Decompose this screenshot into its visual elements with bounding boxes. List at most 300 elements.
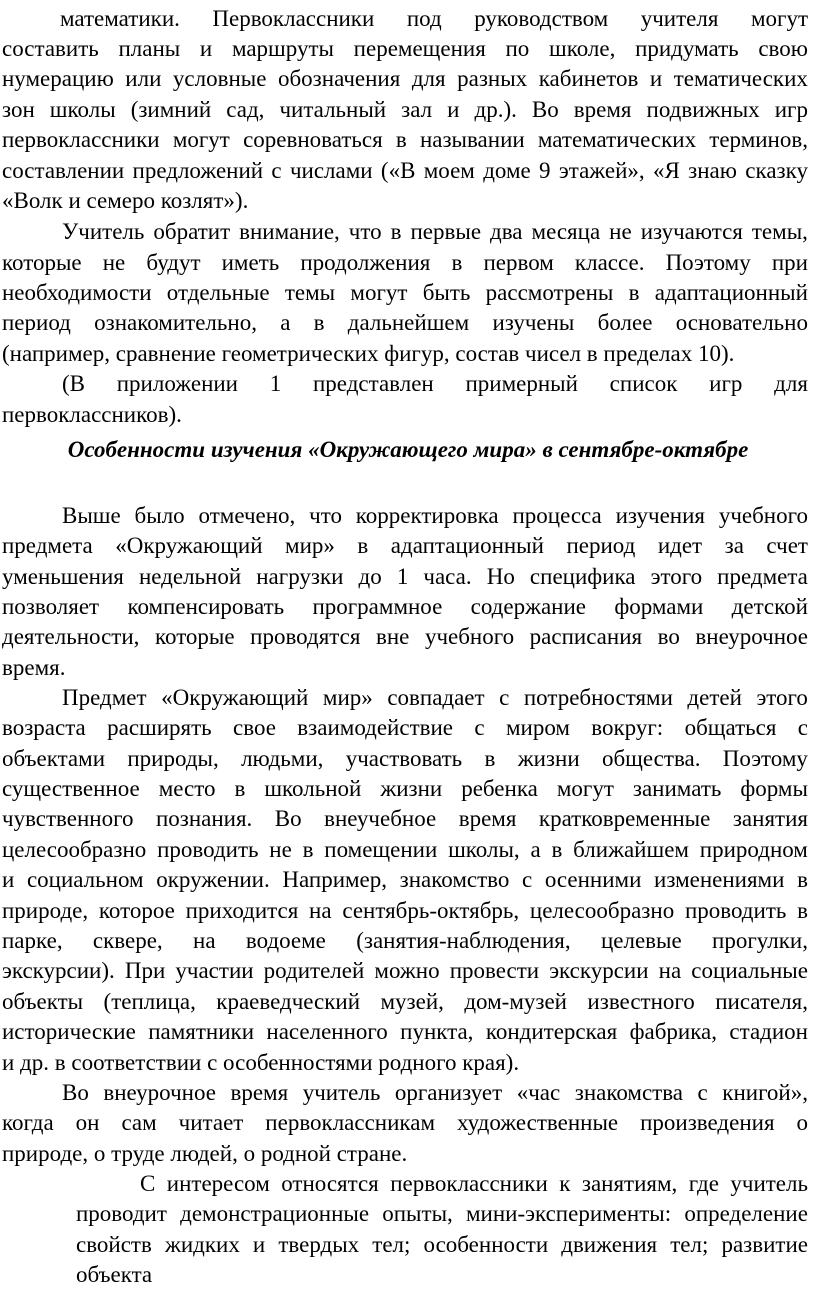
word: миром bbox=[505, 715, 570, 740]
word: предмета bbox=[2, 533, 93, 558]
word: Поэтому bbox=[665, 250, 751, 275]
word: этажей», bbox=[558, 158, 645, 183]
word: «Окружающий bbox=[115, 533, 263, 558]
word: знакомства bbox=[574, 1080, 683, 1105]
word: известного bbox=[587, 989, 695, 1014]
word: писателя, bbox=[715, 989, 808, 1014]
word: «Я bbox=[652, 158, 680, 183]
word: он bbox=[75, 1110, 100, 1135]
word: могут bbox=[172, 127, 230, 152]
word: которые bbox=[154, 624, 235, 649]
word: др.). bbox=[474, 97, 517, 122]
text-line bbox=[60, 3, 808, 34]
word: школе, bbox=[549, 36, 616, 61]
word: не bbox=[609, 219, 632, 244]
word: время bbox=[573, 97, 632, 122]
word: месяца bbox=[531, 219, 601, 244]
word: процесса bbox=[512, 503, 602, 528]
word: исторические bbox=[2, 1019, 136, 1044]
word: твердых bbox=[278, 1232, 360, 1257]
word: читальный bbox=[279, 97, 387, 122]
word: в bbox=[797, 867, 808, 892]
word: и bbox=[199, 36, 213, 61]
text-line bbox=[2, 338, 734, 369]
word: учебного bbox=[718, 503, 808, 528]
word: 9 bbox=[539, 158, 551, 183]
word: чувственного bbox=[2, 806, 134, 831]
line-text: (например, сравнение геометрических фигур, состав чисел в пределах 10). bbox=[2, 341, 735, 366]
word: рассмотрены bbox=[485, 280, 614, 305]
word: Выше bbox=[62, 503, 121, 528]
word: в bbox=[357, 533, 369, 558]
word: совпадает bbox=[387, 685, 485, 710]
text-line bbox=[2, 247, 808, 278]
text-line bbox=[2, 185, 248, 216]
word: тематических bbox=[673, 66, 808, 91]
word: Во bbox=[274, 806, 302, 831]
word: целевые bbox=[600, 928, 682, 953]
word: с bbox=[521, 867, 533, 892]
text-line bbox=[62, 216, 808, 247]
word: более bbox=[597, 310, 653, 335]
word: (теплица, bbox=[103, 989, 196, 1014]
word: математических bbox=[537, 127, 697, 152]
word: кратковременные bbox=[538, 806, 711, 831]
text-line bbox=[2, 1016, 808, 1047]
word: ознакомительно, bbox=[94, 310, 257, 335]
text-line bbox=[2, 773, 808, 804]
word: занимать bbox=[632, 776, 722, 801]
text-line bbox=[140, 1168, 808, 1199]
word: Но bbox=[486, 564, 515, 589]
word: с bbox=[697, 1080, 708, 1105]
word: родителей bbox=[263, 958, 365, 983]
word: уменьшения bbox=[2, 564, 124, 589]
word: музей, bbox=[380, 989, 444, 1014]
word: школы bbox=[49, 97, 116, 122]
word: отмечено, bbox=[198, 503, 296, 528]
word: иметь bbox=[221, 250, 280, 275]
word: сам bbox=[121, 1110, 157, 1135]
word: вне bbox=[375, 624, 410, 649]
word: художественные bbox=[456, 1110, 619, 1135]
word: первом bbox=[483, 250, 554, 275]
word: в bbox=[390, 219, 402, 244]
word: знаю bbox=[688, 158, 737, 183]
word: помещении bbox=[324, 837, 438, 862]
word: целесообразно bbox=[529, 898, 675, 923]
word: 1 bbox=[269, 371, 282, 396]
word: окружении. bbox=[156, 867, 270, 892]
line-text: время. bbox=[2, 655, 66, 680]
word: фабрика, bbox=[629, 1019, 718, 1044]
text-line bbox=[2, 124, 808, 155]
word: период bbox=[2, 310, 71, 335]
word: время bbox=[458, 806, 517, 831]
word: список bbox=[609, 371, 678, 396]
word: подвижных bbox=[646, 97, 760, 122]
text-line bbox=[2, 1138, 407, 1169]
word: мини-эксперименты: bbox=[465, 1201, 672, 1226]
word: за bbox=[724, 533, 744, 558]
word: учебного bbox=[424, 624, 515, 649]
word: демонстрационные bbox=[180, 1201, 370, 1226]
word: а bbox=[530, 837, 541, 862]
line-text: и др. в соответствии с особенностями родного края). bbox=[2, 1050, 520, 1075]
word: мир» bbox=[285, 533, 335, 558]
word: целесообразно bbox=[2, 837, 147, 862]
word: внеучебное bbox=[324, 806, 437, 831]
text-line bbox=[62, 1077, 808, 1108]
word: во bbox=[657, 624, 680, 649]
word: произведения bbox=[640, 1110, 775, 1135]
word: в bbox=[484, 746, 496, 771]
word: кабинетов bbox=[538, 66, 639, 91]
word: деятельности, bbox=[2, 624, 140, 649]
text-line bbox=[2, 561, 808, 592]
word: движения bbox=[561, 1232, 658, 1257]
word: свое bbox=[233, 715, 276, 740]
word: Например, bbox=[282, 867, 388, 892]
word: в bbox=[313, 310, 325, 335]
word: участвовать bbox=[345, 746, 463, 771]
word: в bbox=[451, 250, 463, 275]
word: приложении bbox=[116, 371, 238, 396]
word: предмета bbox=[717, 564, 808, 589]
word: мир» bbox=[322, 685, 373, 710]
word: до bbox=[358, 564, 382, 589]
text-line bbox=[2, 895, 808, 926]
word: терминов, bbox=[709, 127, 808, 152]
word: в bbox=[551, 837, 563, 862]
text-line bbox=[2, 155, 808, 186]
text-line bbox=[2, 986, 808, 1017]
word: ближайшем bbox=[573, 837, 689, 862]
word: не bbox=[102, 250, 126, 275]
word: («В bbox=[380, 158, 416, 183]
word: руководством bbox=[474, 6, 609, 31]
text-line bbox=[2, 530, 808, 561]
word: с bbox=[271, 158, 282, 183]
word: сказку bbox=[745, 158, 808, 183]
word: с bbox=[474, 715, 485, 740]
word: для bbox=[411, 66, 446, 91]
word: могут bbox=[350, 280, 408, 305]
word: объекты bbox=[2, 989, 84, 1014]
word: специфика bbox=[529, 564, 636, 589]
word: учителя bbox=[640, 6, 719, 31]
word: (занятия-наблюдения, bbox=[356, 928, 571, 953]
word: адаптационный bbox=[654, 280, 808, 305]
word: относятся bbox=[281, 1171, 379, 1196]
word: математики. bbox=[60, 6, 180, 31]
text-line bbox=[2, 1107, 808, 1138]
word: быть bbox=[422, 280, 471, 305]
text-line bbox=[2, 712, 808, 743]
word: внеурочное bbox=[695, 624, 808, 649]
word: нагрузки bbox=[256, 564, 344, 589]
text-line bbox=[2, 925, 808, 956]
word: опыты, bbox=[382, 1201, 453, 1226]
word: первые bbox=[410, 219, 482, 244]
word: знакомство bbox=[399, 867, 510, 892]
word: Во bbox=[62, 1080, 89, 1105]
word: на bbox=[309, 898, 332, 923]
word: разных bbox=[457, 66, 528, 91]
word: жизни bbox=[517, 746, 580, 771]
word: два bbox=[490, 219, 523, 244]
word: перемещения bbox=[353, 36, 486, 61]
word: и bbox=[649, 66, 663, 91]
word: ребенка bbox=[461, 776, 538, 801]
word: жизни bbox=[380, 776, 443, 801]
word: экскурсии bbox=[549, 958, 649, 983]
word: придумать bbox=[635, 36, 739, 61]
word: составлении bbox=[2, 158, 125, 183]
word: формы bbox=[740, 776, 808, 801]
word: зал bbox=[401, 97, 433, 122]
word: определение bbox=[684, 1201, 808, 1226]
word: социальном bbox=[26, 867, 144, 892]
word: необходимости bbox=[2, 280, 152, 305]
word: зон bbox=[2, 97, 35, 122]
word: о bbox=[796, 1110, 808, 1135]
word: формами bbox=[614, 594, 704, 619]
word: примерный bbox=[465, 371, 578, 396]
word: водоеме bbox=[245, 928, 326, 953]
word: свойств bbox=[76, 1232, 152, 1257]
word: занятия bbox=[732, 806, 808, 831]
text-line bbox=[62, 500, 808, 531]
word: могут bbox=[750, 6, 808, 31]
text-line bbox=[2, 33, 808, 64]
word: развитие bbox=[721, 1232, 808, 1257]
text-line bbox=[2, 63, 808, 94]
word: провести bbox=[449, 958, 540, 983]
word: тел; bbox=[670, 1232, 709, 1257]
word: место bbox=[158, 776, 216, 801]
word: стадион bbox=[729, 1019, 808, 1044]
word: приходится bbox=[185, 898, 299, 923]
word: отдельные bbox=[166, 280, 270, 305]
word: свою bbox=[758, 36, 808, 61]
word: этого bbox=[650, 564, 703, 589]
line-text: объекта bbox=[76, 1262, 153, 1287]
word: Предмет bbox=[62, 685, 147, 710]
word: «час bbox=[516, 1080, 561, 1105]
word: в bbox=[395, 127, 407, 152]
word: дальнейшем bbox=[347, 310, 470, 335]
word: общества. bbox=[601, 746, 701, 771]
word: игр bbox=[709, 371, 743, 396]
word: прогулки, bbox=[712, 928, 808, 953]
text-line bbox=[2, 94, 808, 125]
word: где bbox=[688, 1171, 719, 1196]
word: компенсировать bbox=[127, 594, 285, 619]
word: проводить bbox=[157, 837, 259, 862]
word: расписания bbox=[529, 624, 643, 649]
word: детей bbox=[687, 685, 742, 710]
word: изучены bbox=[492, 310, 575, 335]
line-text: первоклассников). bbox=[2, 402, 182, 427]
word: под bbox=[406, 6, 442, 31]
text-line bbox=[2, 743, 808, 774]
word: при bbox=[771, 250, 808, 275]
word: детской bbox=[731, 594, 808, 619]
word: с bbox=[797, 715, 808, 740]
word: соревноваться bbox=[243, 127, 383, 152]
text-line bbox=[2, 1047, 519, 1078]
word: сад, bbox=[226, 97, 265, 122]
word: адаптационный bbox=[390, 533, 544, 558]
word: Первоклассники bbox=[212, 6, 375, 31]
word: учитель bbox=[730, 1171, 808, 1196]
word: кондитерская bbox=[485, 1019, 618, 1044]
word: темы, bbox=[751, 219, 808, 244]
word: по bbox=[505, 36, 530, 61]
word: природы, bbox=[127, 746, 219, 771]
word: внеурочное bbox=[103, 1080, 216, 1105]
word: (В bbox=[62, 371, 85, 396]
word: экскурсии). bbox=[2, 958, 115, 983]
word: продолжения bbox=[300, 250, 431, 275]
word: содержание bbox=[470, 594, 586, 619]
word: учитель bbox=[302, 1080, 381, 1105]
word: организует bbox=[394, 1080, 503, 1105]
word: и bbox=[447, 97, 460, 122]
word: когда bbox=[2, 1110, 54, 1135]
word: представлен bbox=[313, 371, 434, 396]
word: пункта, bbox=[400, 1019, 474, 1044]
word: проводятся bbox=[250, 624, 361, 649]
word: классе. bbox=[574, 250, 645, 275]
word: изменениями bbox=[654, 867, 785, 892]
word: назывании bbox=[419, 127, 525, 152]
word: числами bbox=[289, 158, 373, 183]
word: вокруг: bbox=[591, 715, 664, 740]
text-line bbox=[2, 621, 808, 652]
word: жидких bbox=[164, 1232, 240, 1257]
word: населенного bbox=[266, 1019, 388, 1044]
word: школы, bbox=[448, 837, 520, 862]
word: и bbox=[252, 1232, 266, 1257]
text-line bbox=[2, 652, 65, 683]
text-line bbox=[2, 864, 808, 895]
word: природном bbox=[699, 837, 808, 862]
word: в bbox=[628, 280, 640, 305]
word: парке, bbox=[2, 928, 63, 953]
word: этого bbox=[756, 685, 808, 710]
word: условные bbox=[172, 66, 267, 91]
word: дом-музей bbox=[464, 989, 567, 1014]
word: краеведческий bbox=[216, 989, 361, 1014]
word: взаимодействие bbox=[297, 715, 454, 740]
word: счет bbox=[766, 533, 808, 558]
word: что bbox=[348, 219, 382, 244]
word: можно bbox=[374, 958, 440, 983]
word: потребностями bbox=[523, 685, 673, 710]
word: «Окружающий bbox=[161, 685, 309, 710]
section-heading: Особенности изучения «Окружающего мира» в сентябре-октябре bbox=[67, 437, 749, 462]
word: При bbox=[124, 958, 166, 983]
word: с bbox=[499, 685, 510, 710]
text-line bbox=[62, 368, 808, 399]
word: к bbox=[559, 1171, 571, 1196]
word: на bbox=[193, 928, 216, 953]
text-line bbox=[2, 399, 182, 430]
word: период bbox=[566, 533, 636, 558]
word: могут bbox=[556, 776, 614, 801]
word: занятиям, bbox=[581, 1171, 678, 1196]
text-line bbox=[62, 682, 808, 713]
word: возраста bbox=[2, 715, 86, 740]
text-line bbox=[76, 1229, 808, 1260]
word: общаться bbox=[684, 715, 777, 740]
word: часа. bbox=[423, 564, 472, 589]
word: доме bbox=[483, 158, 531, 183]
text-line bbox=[2, 307, 808, 338]
word: интересом bbox=[166, 1171, 270, 1196]
word: первоклассникам bbox=[265, 1110, 436, 1135]
word: для bbox=[774, 371, 808, 396]
word: нумерацию bbox=[2, 66, 114, 91]
word: осенними bbox=[544, 867, 642, 892]
word: тел; bbox=[372, 1232, 411, 1257]
word: моем bbox=[423, 158, 475, 183]
word: позволяет bbox=[2, 594, 100, 619]
word: а bbox=[280, 310, 291, 335]
word: проводить bbox=[684, 898, 787, 923]
word: недельной bbox=[138, 564, 242, 589]
word: сентябрь-октябрь, bbox=[342, 898, 520, 923]
word: (зимний bbox=[130, 97, 212, 122]
text-line bbox=[2, 834, 808, 865]
word: маршруты bbox=[231, 36, 334, 61]
word: особенности bbox=[423, 1232, 549, 1257]
word: С bbox=[140, 1171, 156, 1196]
word: обратит bbox=[153, 219, 231, 244]
line-text: «Волк и семеро козлят»). bbox=[2, 188, 249, 213]
text-line bbox=[76, 1259, 152, 1290]
word: участии bbox=[175, 958, 254, 983]
word: памятники bbox=[148, 1019, 255, 1044]
text-line bbox=[76, 1198, 808, 1229]
word: на bbox=[658, 958, 682, 983]
word: время bbox=[230, 1080, 289, 1105]
word: будут bbox=[146, 250, 201, 275]
word: Во bbox=[531, 97, 559, 122]
text-line bbox=[2, 803, 808, 834]
word: программное bbox=[312, 594, 443, 619]
word: темы bbox=[284, 280, 336, 305]
word: было bbox=[134, 503, 185, 528]
word: читает bbox=[178, 1110, 244, 1135]
word: существенное bbox=[2, 776, 140, 801]
word: Учитель bbox=[62, 219, 145, 244]
word: книгой», bbox=[722, 1080, 808, 1105]
word: игр bbox=[774, 97, 808, 122]
word: составить bbox=[2, 36, 99, 61]
word: изучения bbox=[615, 503, 705, 528]
word: первоклассники bbox=[390, 1171, 548, 1196]
word: проводит bbox=[76, 1201, 167, 1226]
text-line bbox=[2, 277, 808, 308]
word: основательно bbox=[675, 310, 808, 335]
word: внимание, bbox=[239, 219, 340, 244]
word: обозначения bbox=[277, 66, 401, 91]
text-line bbox=[2, 591, 808, 622]
word: познания. bbox=[155, 806, 253, 831]
